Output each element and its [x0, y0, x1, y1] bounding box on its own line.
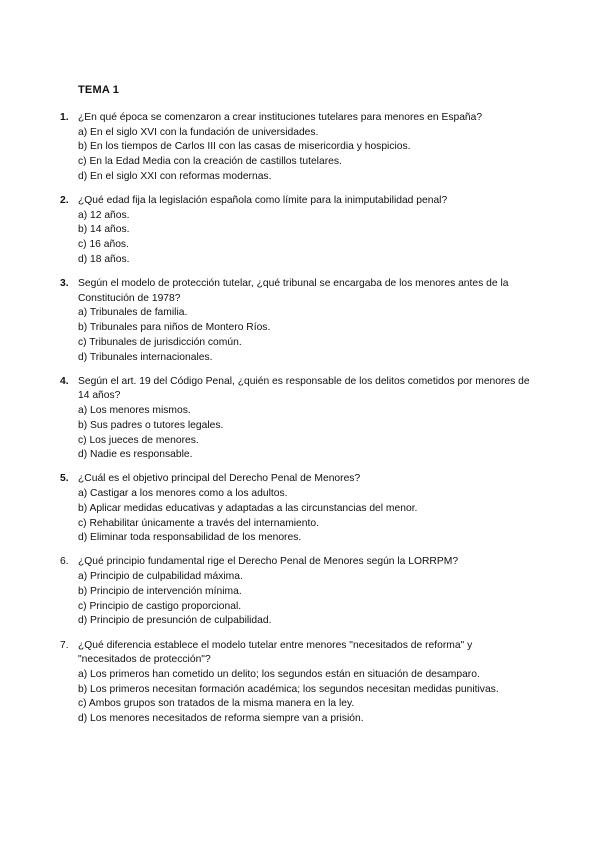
question-list [60, 111, 530, 736]
question-text: ¿Qué diferencia establece el modelo tutelar entre menores "necesitados de reforma" y "necesitados de protección"? [78, 639, 473, 666]
option-a: a) Castigar a los menores como a los adultos. [78, 488, 288, 500]
option-d: d) Nadie es responsable. [78, 449, 193, 461]
option-b: b) Tribunales para niños de Montero Ríos. [78, 322, 271, 334]
option-b: b) Principio de intervención mínima. [78, 585, 242, 597]
question-number: 4. [60, 375, 69, 387]
option-c: c) 16 años. [78, 239, 129, 251]
option-a: a) Tribunales de familia. [78, 307, 188, 319]
option-a: a) En el siglo XVI con la fundación de universidades. [78, 126, 319, 138]
question-text: Según el art. 19 del Código Penal, ¿quién es responsable de los delitos cometidos por menores de 14 años? [78, 375, 530, 402]
question-number: 1. [60, 112, 69, 123]
option-a: a) 12 años. [78, 209, 130, 221]
option-c: c) Principio de castigo proporcional. [78, 600, 242, 612]
question-text: ¿Qué principio fundamental rige el Derecho Penal de Menores según la LORRPM? [78, 556, 459, 568]
option-c: c) En la Edad Media con la creación de castillos tutelares. [78, 156, 342, 168]
page-title: TEMA 1 [78, 84, 120, 96]
question-number: 3. [60, 278, 69, 290]
option-c: c) Los jueces de menores. [78, 434, 199, 446]
question-7 [60, 639, 530, 727]
question-5 [60, 472, 530, 546]
option-d: d) En el siglo XXI con reformas modernas. [78, 170, 272, 182]
option-b: b) 14 años. [78, 224, 130, 236]
question-4 [60, 375, 530, 463]
option-d: d) Eliminar toda responsabilidad de los menores. [78, 532, 302, 544]
option-b: b) En los tiempos de Carlos III con las casas de misericordia y hospicios. [78, 141, 411, 153]
option-d: d) Principio de presunción de culpabilidad. [78, 615, 272, 627]
question-text: ¿Qué edad fija la legislación española como límite para la inimputabilidad penal? [78, 195, 448, 207]
question-1 [60, 111, 530, 185]
question-number: 6. [60, 556, 69, 568]
question-6 [60, 555, 530, 629]
option-c: c) Tribunales de jurisdicción común. [78, 336, 242, 348]
option-a: a) Los menores mismos. [78, 405, 191, 417]
question-number: 2. [60, 195, 69, 207]
question-3 [60, 277, 530, 365]
question-text: Según el modelo de protección tutelar, ¿qué tribunal se encargaba de los menores antes de la Constitución de 1978? [78, 278, 509, 304]
option-b: b) Los primeros necesitan formación académica; los segundos necesitan medidas punitivas. [78, 683, 499, 695]
option-d: d) Tribunales internacionales. [78, 351, 213, 363]
question-text: ¿Cuál es el objetivo principal del Derecho Penal de Menores? [78, 473, 361, 485]
option-d: d) 18 años. [78, 253, 130, 265]
option-b: b) Aplicar medidas educativas y adaptadas a las circunstancias del menor. [78, 502, 418, 514]
option-a: a) Los primeros han cometido un delito; los segundos están en situación de desamparo. [78, 668, 480, 680]
option-a: a) Principio de culpabilidad máxima. [78, 571, 243, 583]
option-b: b) Sus padres o tutores legales. [78, 419, 224, 431]
option-c: c) Rehabilitar únicamente a través del internamiento. [78, 517, 319, 529]
question-2 [60, 194, 530, 268]
question-number: 7. [60, 639, 69, 651]
question-text: ¿En qué época se comenzaron a crear instituciones tutelares para menores en España? [78, 112, 483, 123]
question-number: 5. [60, 473, 69, 485]
option-d: d) Los menores necesitados de reforma siempre van a prisión. [78, 713, 364, 725]
option-c: c) Ambos grupos son tratados de la misma manera en la ley. [78, 698, 355, 710]
